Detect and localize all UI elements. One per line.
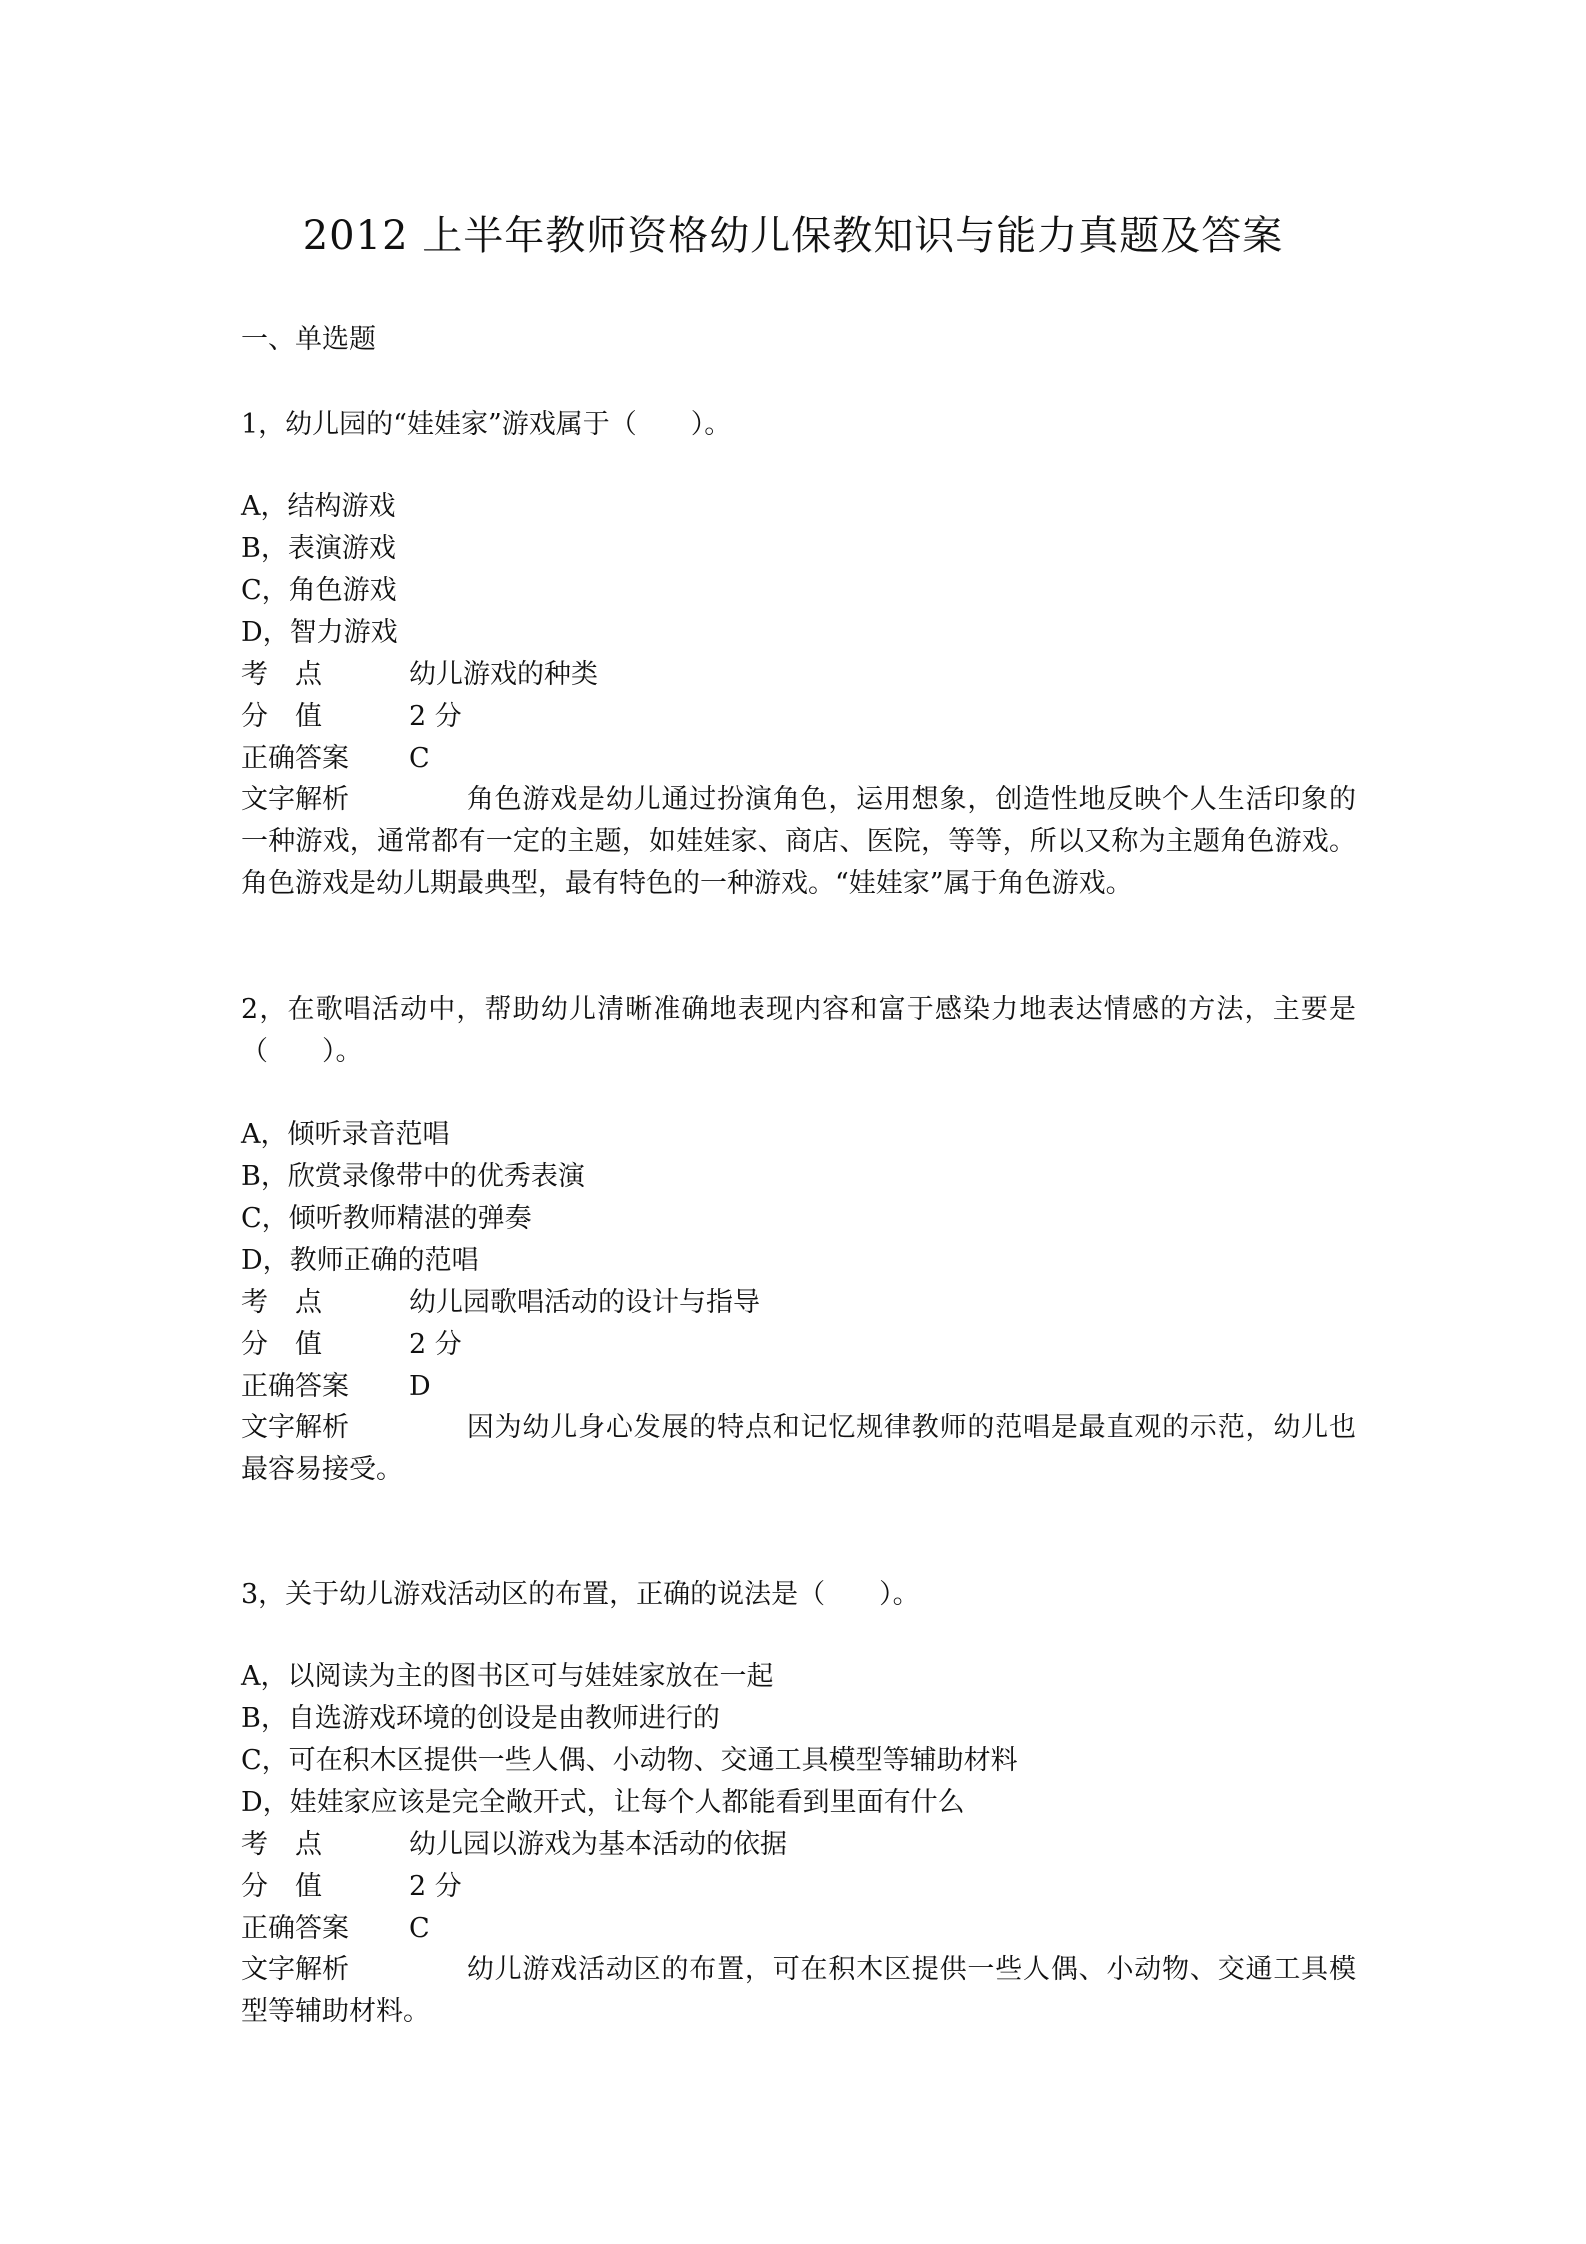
question-3-answer <box>241 1909 430 1949</box>
analysis-text: 幼儿游戏活动区的布置，可在积木区提供一些人偶、小动物、交通工具模型等辅助材料。 <box>241 1954 1356 2027</box>
question-3-option-a: A，以阅读为主的图书区可与娃娃家放在一起 <box>241 1661 774 1692</box>
kaodian-value: 幼儿园以游戏为基本活动的依据 <box>409 1829 787 1860</box>
question-2-answer <box>241 1367 431 1407</box>
document-title: 2012 上半年教师资格幼儿保教知识与能力真题及答案 <box>302 213 1284 259</box>
answer-label: 正确答案 <box>241 1371 349 1402</box>
question-2-option-a: A，倾听录音范唱 <box>241 1119 450 1150</box>
question-1-option-a: A，结构游戏 <box>241 491 396 522</box>
question-1-kaodian <box>241 655 598 695</box>
answer-label: 正确答案 <box>241 1913 349 1944</box>
question-1-fenzhi <box>241 697 462 737</box>
analysis-label: 文字解析 <box>241 1954 349 1985</box>
fenzhi-value: 2 分 <box>409 1871 462 1902</box>
analysis-text: 角色游戏是幼儿通过扮演角色，运用想象，创造性地反映个人生活印象的一种游戏，通常都有一定的主题，如娃娃家、商店、医院，等等，所以又称为主题角色游戏。角色游戏是幼儿期最典型，最有特色的一种游戏。“娃娃家”属于角色游戏。 <box>241 784 1356 899</box>
question-3-option-d: D，娃娃家应该是完全敞开式，让每个人都能看到里面有什么 <box>241 1787 965 1818</box>
question-3-kaodian <box>241 1825 787 1865</box>
fenzhi-label: 分 值 <box>241 1329 322 1360</box>
question-1-stem: 1，幼儿园的“娃娃家”游戏属于（ ）。 <box>241 409 732 440</box>
answer-value: C <box>409 743 430 774</box>
answer-value: D <box>409 1371 431 1402</box>
analysis-label: 文字解析 <box>241 784 349 815</box>
fenzhi-label: 分 值 <box>241 701 322 732</box>
answer-value: C <box>409 1913 430 1944</box>
question-3-option-c: C，可在积木区提供一些人偶、小动物、交通工具模型等辅助材料 <box>241 1745 1018 1776</box>
kaodian-value: 幼儿园歌唱活动的设计与指导 <box>409 1287 760 1318</box>
question-2-option-d: D，教师正确的范唱 <box>241 1245 479 1276</box>
kaodian-label: 考 点 <box>241 1829 322 1860</box>
kaodian-label: 考 点 <box>241 1287 322 1318</box>
question-2-analysis <box>241 1407 1356 1491</box>
analysis-text: 因为幼儿身心发展的特点和记忆规律教师的范唱是最直观的示范，幼儿也最容易接受。 <box>241 1412 1356 1485</box>
question-3-option-b: B，自选游戏环境的创设是由教师进行的 <box>241 1703 720 1734</box>
question-1-analysis <box>241 779 1356 905</box>
fenzhi-value: 2 分 <box>409 1329 462 1360</box>
question-2-option-c: C，倾听教师精湛的弹奏 <box>241 1203 532 1234</box>
question-3-stem: 3，关于幼儿游戏活动区的布置，正确的说法是（ ）。 <box>241 1579 920 1610</box>
kaodian-label: 考 点 <box>241 659 322 690</box>
question-2-fenzhi <box>241 1325 462 1365</box>
fenzhi-label: 分 值 <box>241 1871 322 1902</box>
question-2-stem: 2，在歌唱活动中，帮助幼儿清晰准确地表现内容和富于感染力地表达情感的方法，主要是（ ）。 <box>241 994 1356 1067</box>
question-1-answer <box>241 739 430 779</box>
question-2-kaodian <box>241 1283 760 1323</box>
question-1-option-d: D，智力游戏 <box>241 617 398 648</box>
section-heading: 一、单选题 <box>241 324 376 355</box>
question-3-analysis <box>241 1949 1356 2033</box>
question-1-option-b: B，表演游戏 <box>241 533 396 564</box>
question-3-fenzhi <box>241 1867 462 1907</box>
kaodian-value: 幼儿游戏的种类 <box>409 659 598 690</box>
analysis-label: 文字解析 <box>241 1412 349 1443</box>
answer-label: 正确答案 <box>241 743 349 774</box>
fenzhi-value: 2 分 <box>409 701 462 732</box>
question-2-option-b: B，欣赏录像带中的优秀表演 <box>241 1161 585 1192</box>
question-1-option-c: C，角色游戏 <box>241 575 397 606</box>
